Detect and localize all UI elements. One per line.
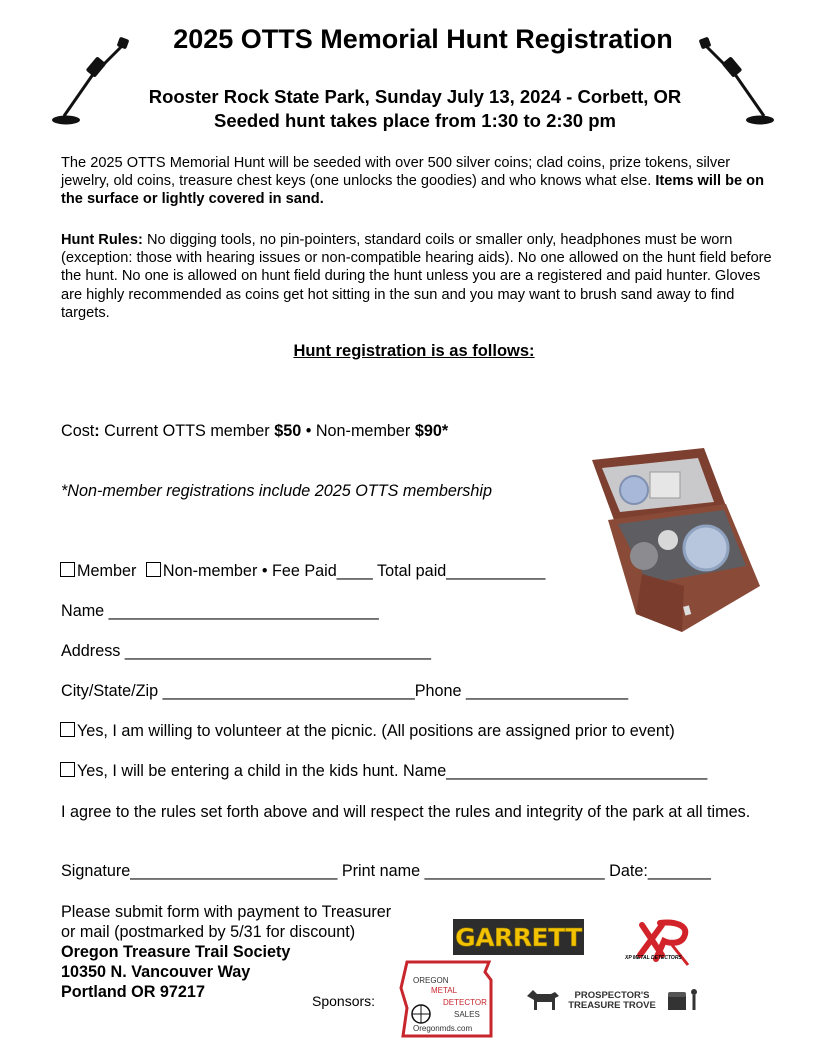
volunteer-label: Yes, I am willing to volunteer at the picnic. (All positions are assigned prior to event) — [77, 722, 675, 740]
treasure-chest-image — [586, 446, 764, 636]
org-city: Portland OR 97217 — [61, 983, 205, 1001]
nonmember-price: $90* — [414, 422, 449, 440]
prospector-logo-line2: TREASURE TROVE — [568, 1000, 656, 1011]
xp-logo-text: XP METAL DETECTORS — [625, 955, 682, 961]
cost-separator: • Non-member — [301, 422, 415, 440]
volunteer-checkbox[interactable] — [60, 722, 75, 737]
submit-instructions-2: or mail (postmarked by 5/31 for discount) — [61, 923, 356, 941]
signature-line[interactable]: Signature_______________________ Print name ____________________ Date:_______ — [61, 862, 711, 880]
prospector-mule-icon — [525, 986, 561, 1012]
member-checkbox[interactable] — [60, 562, 75, 577]
address-field[interactable]: Address __________________________________ — [61, 642, 431, 660]
prospector-logo-line1: PROSPECTOR'S — [574, 990, 650, 1001]
page-title: 2025 OTTS Memorial Hunt Registration — [173, 24, 673, 54]
intro-bold-text: Items will be on the surface or lightly covered in sand. — [61, 173, 764, 208]
child-checkbox[interactable] — [60, 762, 75, 777]
registration-heading: Hunt registration is as follows: — [293, 342, 535, 360]
hunt-rules-paragraph — [61, 231, 773, 322]
volunteer-line — [60, 722, 675, 741]
oregon-logo-line1: OREGON — [413, 976, 449, 985]
member-label: Member — [77, 562, 137, 580]
org-street: 10350 N. Vancouver Way — [61, 963, 251, 981]
child-label[interactable]: Yes, I will be entering a child in the kids hunt. Name_____________________________ — [77, 762, 708, 780]
nonmember-note: *Non-member registrations include 2025 OTTS membership — [61, 482, 492, 500]
city-phone-field[interactable]: City/State/Zip ____________________________Phone __________________ — [61, 682, 629, 700]
oregon-logo-line2: METAL — [431, 986, 458, 995]
oregon-logo-line4: SALES — [454, 1010, 480, 1019]
agreement-text: I agree to the rules set forth above and will respect the rules and integrity of the park at all times. — [61, 803, 751, 821]
nonmember-fee-label: Non-member • Fee Paid____ Total paid___________ — [162, 562, 546, 580]
oregon-logo-line3: DETECTOR — [443, 998, 487, 1007]
member-price: $50 — [274, 422, 302, 440]
cost-member-text: Current OTTS member — [99, 422, 275, 440]
garrett-logo-text: GARRETT — [455, 922, 582, 952]
prospector-chest-icon — [664, 986, 700, 1012]
child-line — [60, 762, 707, 781]
cost-colon: : — [94, 422, 100, 440]
org-name: Oregon Treasure Trail Society — [61, 943, 291, 961]
membership-line — [60, 562, 545, 581]
cost-label: Cost — [61, 422, 95, 440]
nonmember-checkbox[interactable] — [146, 562, 161, 577]
submit-instructions-1: Please submit form with payment to Treasurer — [61, 903, 392, 921]
hunt-rules-text: No digging tools, no pin-pointers, standard coils or smaller only, headphones must be worn (exception: those with hearing issues or non-compatible hearing aids). No one allowed on the hunt field before the hunt. No one is allowed on hunt field during the hunt unless you are a registered and paid hunter. Gloves are highly recommended as coins get hot sitting in the sun and you may want to brush sand away to find targets. — [61, 232, 772, 321]
garrett-logo — [453, 919, 584, 955]
oregon-logo-url: Oregonmds.com — [413, 1024, 473, 1033]
name-field[interactable]: Name ______________________________ — [61, 602, 379, 620]
event-time: Seeded hunt takes place from 1:30 to 2:30 pm — [214, 110, 616, 131]
hunt-rules-label: Hunt Rules: — [61, 232, 143, 248]
sponsors-label: Sponsors: — [312, 993, 376, 1009]
cost-line — [61, 422, 448, 441]
intro-paragraph — [61, 154, 773, 209]
event-location: Rooster Rock State Park, Sunday July 13, 2024 - Corbett, OR — [148, 86, 682, 107]
intro-text: The 2025 OTTS Memorial Hunt will be seeded with over 500 silver coins; clad coins, prize tokens, silver jewelry, old coins, treasure chest keys (one unlocks the goodies) and who knows what else. — [61, 155, 731, 190]
